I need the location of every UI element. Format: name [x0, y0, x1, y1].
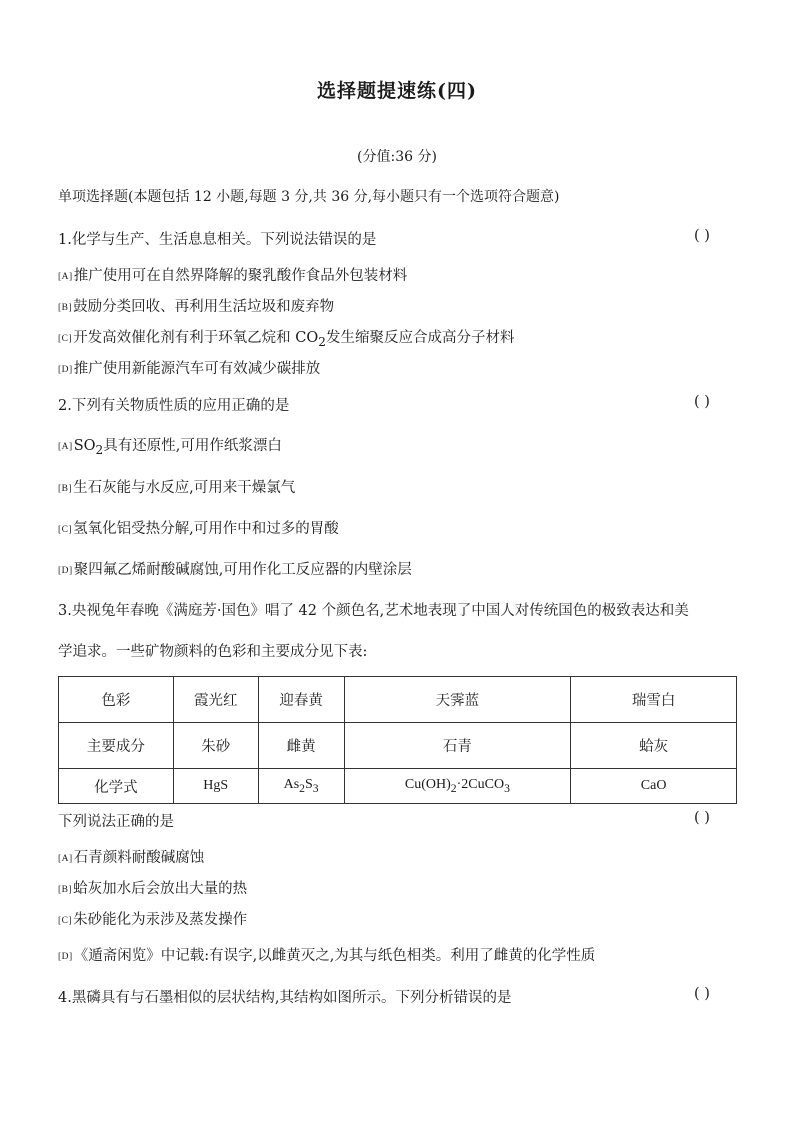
- option-tag: [A]: [58, 442, 73, 452]
- option-text: 《遁斋闲览》中记载:有误字,以雌黄灭之,为其与纸色相类。利用了雌黄的化学性质: [73, 948, 596, 964]
- option-tag: [C]: [58, 334, 73, 344]
- pigment-table: [58, 676, 737, 804]
- option-text: 推广使用可在自然界降解的聚乳酸作食品外包装材料: [73, 268, 408, 284]
- option-tag: [A]: [58, 854, 73, 864]
- page-title: 选择题提速练(四): [317, 80, 477, 102]
- table-cell: 迎春黄: [258, 677, 344, 723]
- table-row: [59, 677, 737, 723]
- option-text: 蛤灰加水后会放出大量的热: [73, 881, 248, 897]
- subscript: 3: [504, 781, 510, 795]
- q1-answer-paren: ( ): [694, 228, 710, 244]
- subscript: 3: [312, 781, 319, 795]
- q1-option-c: [58, 326, 514, 349]
- table-cell: 朱砂: [173, 723, 258, 769]
- option-text: 氢氧化铝受热分解,可用作中和过多的胃酸: [73, 521, 339, 537]
- table-cell: 主要成分: [59, 723, 174, 769]
- subscript: 2: [95, 442, 104, 457]
- table-cell: 蛤灰: [571, 723, 737, 769]
- subscript: 2: [450, 781, 457, 795]
- q3-question: 下列说法正确的是: [58, 814, 174, 830]
- q2-stem: 2.下列有关物质性质的应用正确的是: [58, 398, 290, 414]
- table-cell: CaO: [571, 769, 737, 804]
- section-intro: 单项选择题(本题包括 12 小题,每题 3 分,共 36 分,每小题只有一个选项符合题意): [58, 189, 560, 205]
- q1-option-b: [58, 295, 334, 316]
- q4-stem: 4.黑磷具有与石墨相似的层状结构,其结构如图所示。下列分析错误的是: [58, 990, 512, 1006]
- q4-answer-paren: ( ): [694, 986, 710, 1002]
- table-row: [59, 769, 737, 804]
- option-tag: [A]: [58, 272, 73, 282]
- option-text: 鼓励分类回收、再利用生活垃圾和废弃物: [73, 299, 335, 315]
- option-text: 生石灰能与水反应,可用来干燥氯气: [73, 480, 296, 496]
- table-cell: [344, 769, 571, 804]
- q1-stem: 1.化学与生产、生活息息相关。下列说法错误的是: [58, 232, 377, 248]
- option-tag: [D]: [58, 365, 73, 375]
- table-cell: 色彩: [59, 677, 174, 723]
- q2-answer-paren: ( ): [694, 394, 710, 410]
- option-text: 朱砂能化为汞涉及蒸发操作: [73, 912, 248, 928]
- q2-option-c: [58, 517, 339, 538]
- option-tag: [C]: [58, 916, 73, 926]
- q3-stem-line1: 3.央视兔年春晚《满庭芳·国色》唱了 42 个颜色名,艺术地表现了中国人对传统国色的极致表达和美: [58, 603, 689, 619]
- q3-answer-paren: ( ): [694, 810, 710, 826]
- option-text: 开发高效催化剂有利于环氧乙烷和 CO: [73, 330, 319, 346]
- q2-option-d: [58, 558, 412, 579]
- table-cell: [258, 769, 344, 804]
- option-tag: [D]: [58, 566, 73, 576]
- formula-part: S: [304, 777, 313, 793]
- q2-option-b: [58, 476, 295, 497]
- formula-part: Cu(OH): [404, 777, 451, 793]
- q3-option-c: [58, 908, 247, 929]
- q1-option-a: [58, 264, 407, 285]
- q3-option-d: [58, 944, 595, 965]
- option-text: 具有还原性,可用作纸浆漂白: [103, 438, 282, 454]
- q2-option-a: [58, 434, 282, 457]
- q3-option-b: [58, 877, 247, 898]
- table-cell: 雌黄: [258, 723, 344, 769]
- q3-stem-line2: 学追求。一些矿物颜料的色彩和主要成分见下表:: [58, 644, 368, 660]
- option-tag: [B]: [58, 885, 73, 895]
- subscript: 2: [299, 781, 305, 795]
- option-tag: [D]: [58, 952, 73, 962]
- table-cell: 瑞雪白: [571, 677, 737, 723]
- option-text: SO: [73, 438, 96, 454]
- formula-part: As: [283, 777, 300, 793]
- table-cell: 霞光红: [173, 677, 258, 723]
- score-note: (分值:36 分): [357, 149, 437, 165]
- q3-option-a: [58, 846, 204, 867]
- option-text: 发生缩聚反应合成高分子材料: [325, 330, 515, 346]
- table-cell: 石青: [344, 723, 571, 769]
- table-cell: HgS: [173, 769, 258, 804]
- formula-part: ·2CuCO: [456, 777, 505, 793]
- table-cell: 化学式: [59, 769, 174, 804]
- table-cell: 天霁蓝: [344, 677, 571, 723]
- option-text: 石青颜料耐酸碱腐蚀: [73, 850, 205, 866]
- option-tag: [B]: [58, 303, 73, 313]
- table-row: [59, 723, 737, 769]
- subscript: 2: [318, 334, 326, 349]
- option-text: 聚四氟乙烯耐酸碱腐蚀,可用作化工反应器的内壁涂层: [73, 562, 412, 578]
- option-tag: [B]: [58, 484, 73, 494]
- option-tag: [C]: [58, 525, 73, 535]
- q1-option-d: [58, 357, 320, 378]
- option-text: 推广使用新能源汽车可有效减少碳排放: [73, 361, 321, 377]
